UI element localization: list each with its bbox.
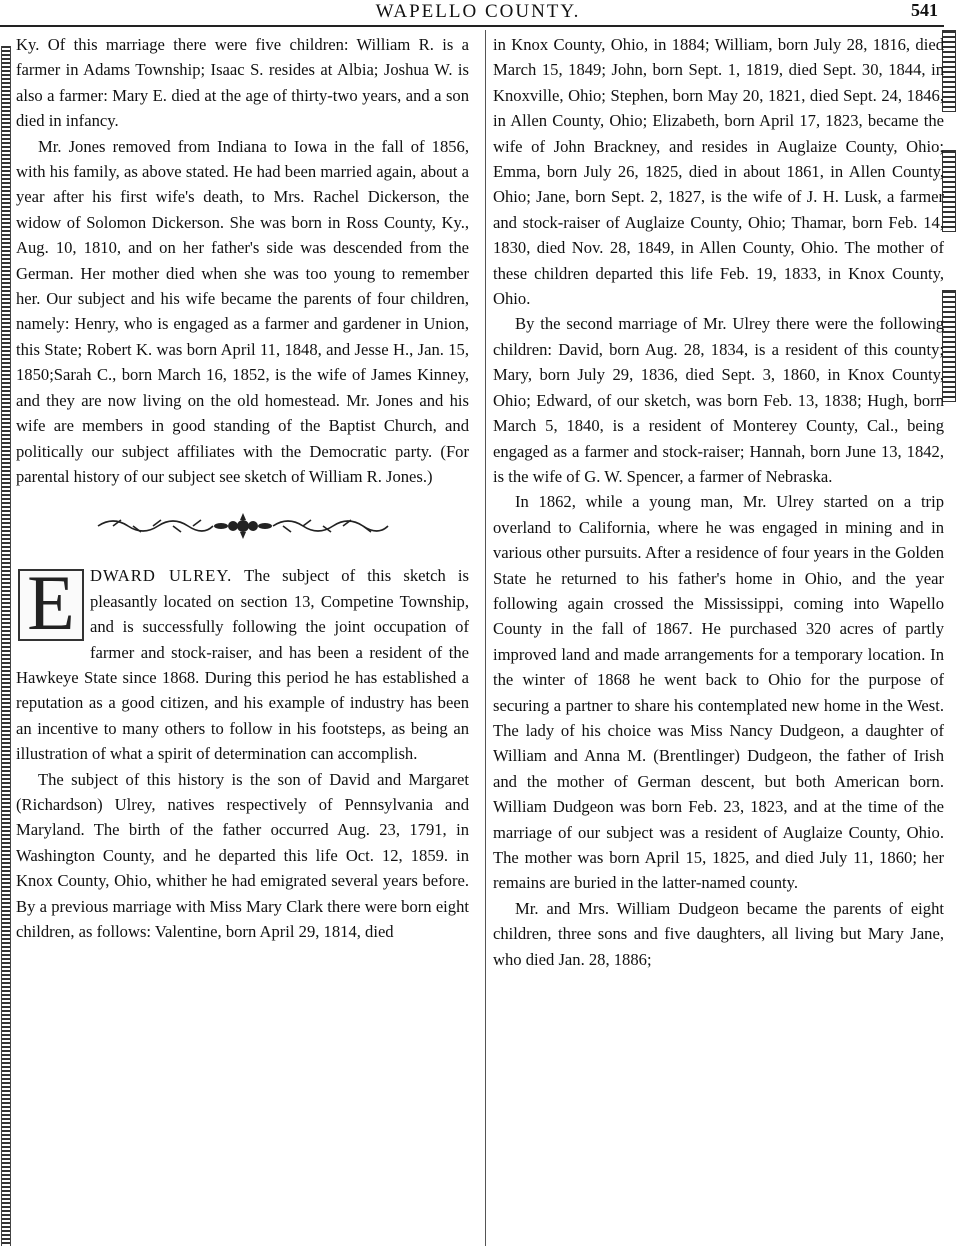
right-edge-mark <box>942 150 956 232</box>
paragraph: The subject of this history is the son of David and Margaret (Richardson) Ulrey, natives respectively of Pennsylvania and Maryland. The birth of the father occurred Aug. 23, 1791, in Washington County, and he departed this life Oct. 12, 1859. in Knox County, Ohio, whither he had emigrated several years before. By a previous marriage with Miss Mary Clark there were born eight children, as follows: Valentine, born April 29, 1814, died <box>16 769 469 941</box>
paragraph: In 1862, while a young man, Mr. Ulrey started on a trip overland to California, where he was engaged in mining and in various other pursuits. After a residence of four years in the Golden State he returned to his father's home in Ohio, and the year following again crossed the Mississippi, coming into Wapello County in the fall of 1867. He purchased 320 acres of partly improved land and made arrangements for a temporary location. In the winter of 1868 he went back to Ohio for the purpose of securing a partner to share his contemplated new home in the West. The lady of his choice was Miss Nancy Dudgeon, a daughter of William and Anna M. (Brentlinger) Dudgeon, the father of Irish and the mother of German descent, but both American born. William Dudgeon was born Feb. 23, 1823, and at the time of the marriage of our subject was a resident of Auglaize County, Ohio. The mother was born April 15, 1825, and died July 11, 1860; her remains are buried in the latter-named county. <box>493 492 944 893</box>
paragraph: Mr. and Mrs. William Dudgeon became the parents of eight children, three sons and five daughters, all living but Mary Jane, who died Jan. 28, 1886; <box>493 898 944 969</box>
section-ornament <box>16 501 469 551</box>
bio-intro <box>16 559 469 766</box>
drop-cap: E <box>18 569 84 641</box>
page-number: 541 <box>911 0 938 20</box>
ornament-vine-icon <box>93 511 393 541</box>
paragraph: in Knox County, Ohio, in 1884; William, born July 28, 1816, died March 15, 1849; John, born Sept. 1, 1819, died Sept. 30, 1844, in Knoxville, Ohio; Stephen, born May 20, 1821, died Sept. 24, 1846, in Allen County, Ohio; Elizabeth, born April 17, 1823, became the wife of John Brackney, and resides in Auglaize County, Ohio; Emma, born July 26, 1825, died in about 1861, in Allen County, Ohio; Jane, born Sept. 2, 1827, is the wife of J. H. Lusk, a farmer and stock-raiser of Auglaize County, Ohio; Thamar, born Feb. 14, 1830, died Nov. 28, 1849, in Allen County, Ohio. The mother of these children departed this life Feb. 19, 1833, in Knox County, Ohio. <box>493 35 944 309</box>
bio-name: DWARD ULREY. <box>90 566 233 586</box>
paragraph: Ky. Of this marriage there were five children: William R. is a farmer in Adams Township; Isaac S. resides at Albia; Joshua W. is also a farmer: Mary E. died at the age of thirty-two years, and a son died in infancy. <box>16 35 469 131</box>
right-column <box>493 32 944 972</box>
right-edge-mark <box>942 30 956 112</box>
column-divider <box>485 30 486 1246</box>
header-rule <box>0 25 944 27</box>
page-header <box>0 0 956 26</box>
bio-intro-text: The subject of this sketch is pleasantly located on section 13, Competine Township, and is successfully following the joint occupation of farmer and stock-raiser, and has been a resident of the Hawkeye State since 1868. During this period he has established a reputation as a good citizen, and his example of industry has been an incentive to many others to follow in his footsteps, as being an illustration of what a spirit of determination can accomplish. <box>16 566 469 764</box>
paragraph: By the second marriage of Mr. Ulrey there were the following children: David, born Aug. 28, 1834, is a resident of this county; Mary, born July 29, 1836, died Sept. 3, 1860, in Knox County, Ohio; Edward, of our sketch, was born Feb. 13, 1838; Hugh, born March 5, 1840, is a resident of Monterey County, Cal., being engaged as a farmer and stock-raiser; Hannah, born June 13, 1842, is the wife of G. W. Spencer, a farmer of Nebraska. <box>493 314 944 486</box>
running-title: WAPELLO COUNTY. <box>375 1 581 22</box>
left-column <box>16 32 469 944</box>
paragraph: Mr. Jones removed from Indiana to Iowa in the fall of 1856, with his family, as above stated. He had been married again, about a year after his first wife's death, to Mrs. Rachel Dickerson, the widow of Solomon Dickerson. She was born in Ross County, Ky., Aug. 10, 1810, and on her father's side was descended from the German. Her mother died when she was too young to remember her. Our subject and his wife became the parents of four children, namely: Henry, who is engaged as a farmer and gardener in Union, this State; Robert K. was born April 11, 1848, and Jesse H., Jan. 15, 1850;Sarah C., born March 16, 1852, is the wife of James Kinney, and they are now living on the old homestead. Mr. Jones and his wife are members in good standing of the Baptist Church, and politically our subject affiliates with the Democratic party. (For parental history of our subject see sketch of William R. Jones.) <box>16 136 469 486</box>
left-margin-border <box>1 46 11 1246</box>
right-edge-mark <box>942 290 956 402</box>
